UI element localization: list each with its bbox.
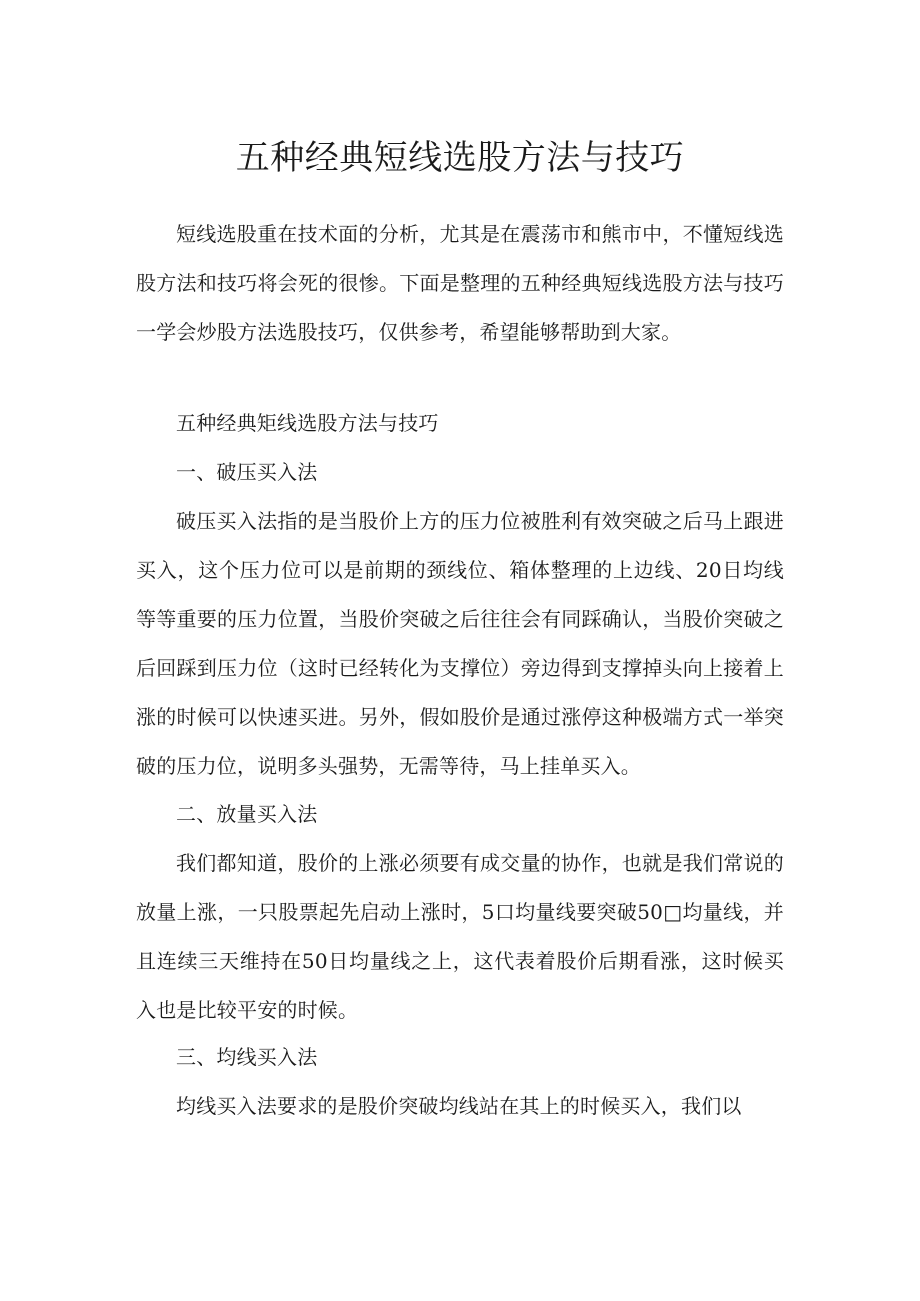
section2-paragraph: 我们都知道，股价的上涨必须要有成交量的协作，也就是我们常说的放量上涨，一只股票起先启动上涨时，5口均量线要突破50□均量线，并且连续三天维持在50日均量线之上，这代表着股价后期看涨，这时候买入也是比较平安的时候。: [136, 851, 784, 1022]
section3-paragraph: 均线买入法要求的是股价突破均线站在其上的时候买入，我们以: [176, 1094, 742, 1118]
section1-heading: 一、破压买入法: [176, 460, 318, 484]
section2-heading: 二、放量买入法: [176, 802, 318, 826]
document-title: 五种经典短线选股方法与技巧: [235, 138, 685, 178]
intro-paragraph: 短线选股重在技术面的分析，尤其是在震荡市和熊市中，不懂短线选股方法和技巧将会死的很惨。下面是整理的五种经典短线选股方法与技巧一学会炒股方法选股技巧，仅供参考，希望能够帮助到大家。: [136, 222, 784, 344]
section-subtitle: 五种经典矩线选股方法与技巧: [176, 411, 439, 435]
section3-heading: 三、均线买入法: [176, 1045, 318, 1069]
section1-paragraph: 破压买入法指的是当股价上方的压力位被胜利有效突破之后马上跟进买入，这个压力位可以是前期的颈线位、箱体整理的上边线、20日均线等等重要的压力位置，当股价突破之后往往会有同踩确认，当股价突破之后回踩到压力位（这时已经转化为支撑位）旁边得到支撑掉头向上接着上涨的时候可以快速买进。另外，假如股价是通过涨停这种极端方式一举突破的压力位，说明多头强势，无需等待，马上挂单买入。: [136, 509, 784, 778]
